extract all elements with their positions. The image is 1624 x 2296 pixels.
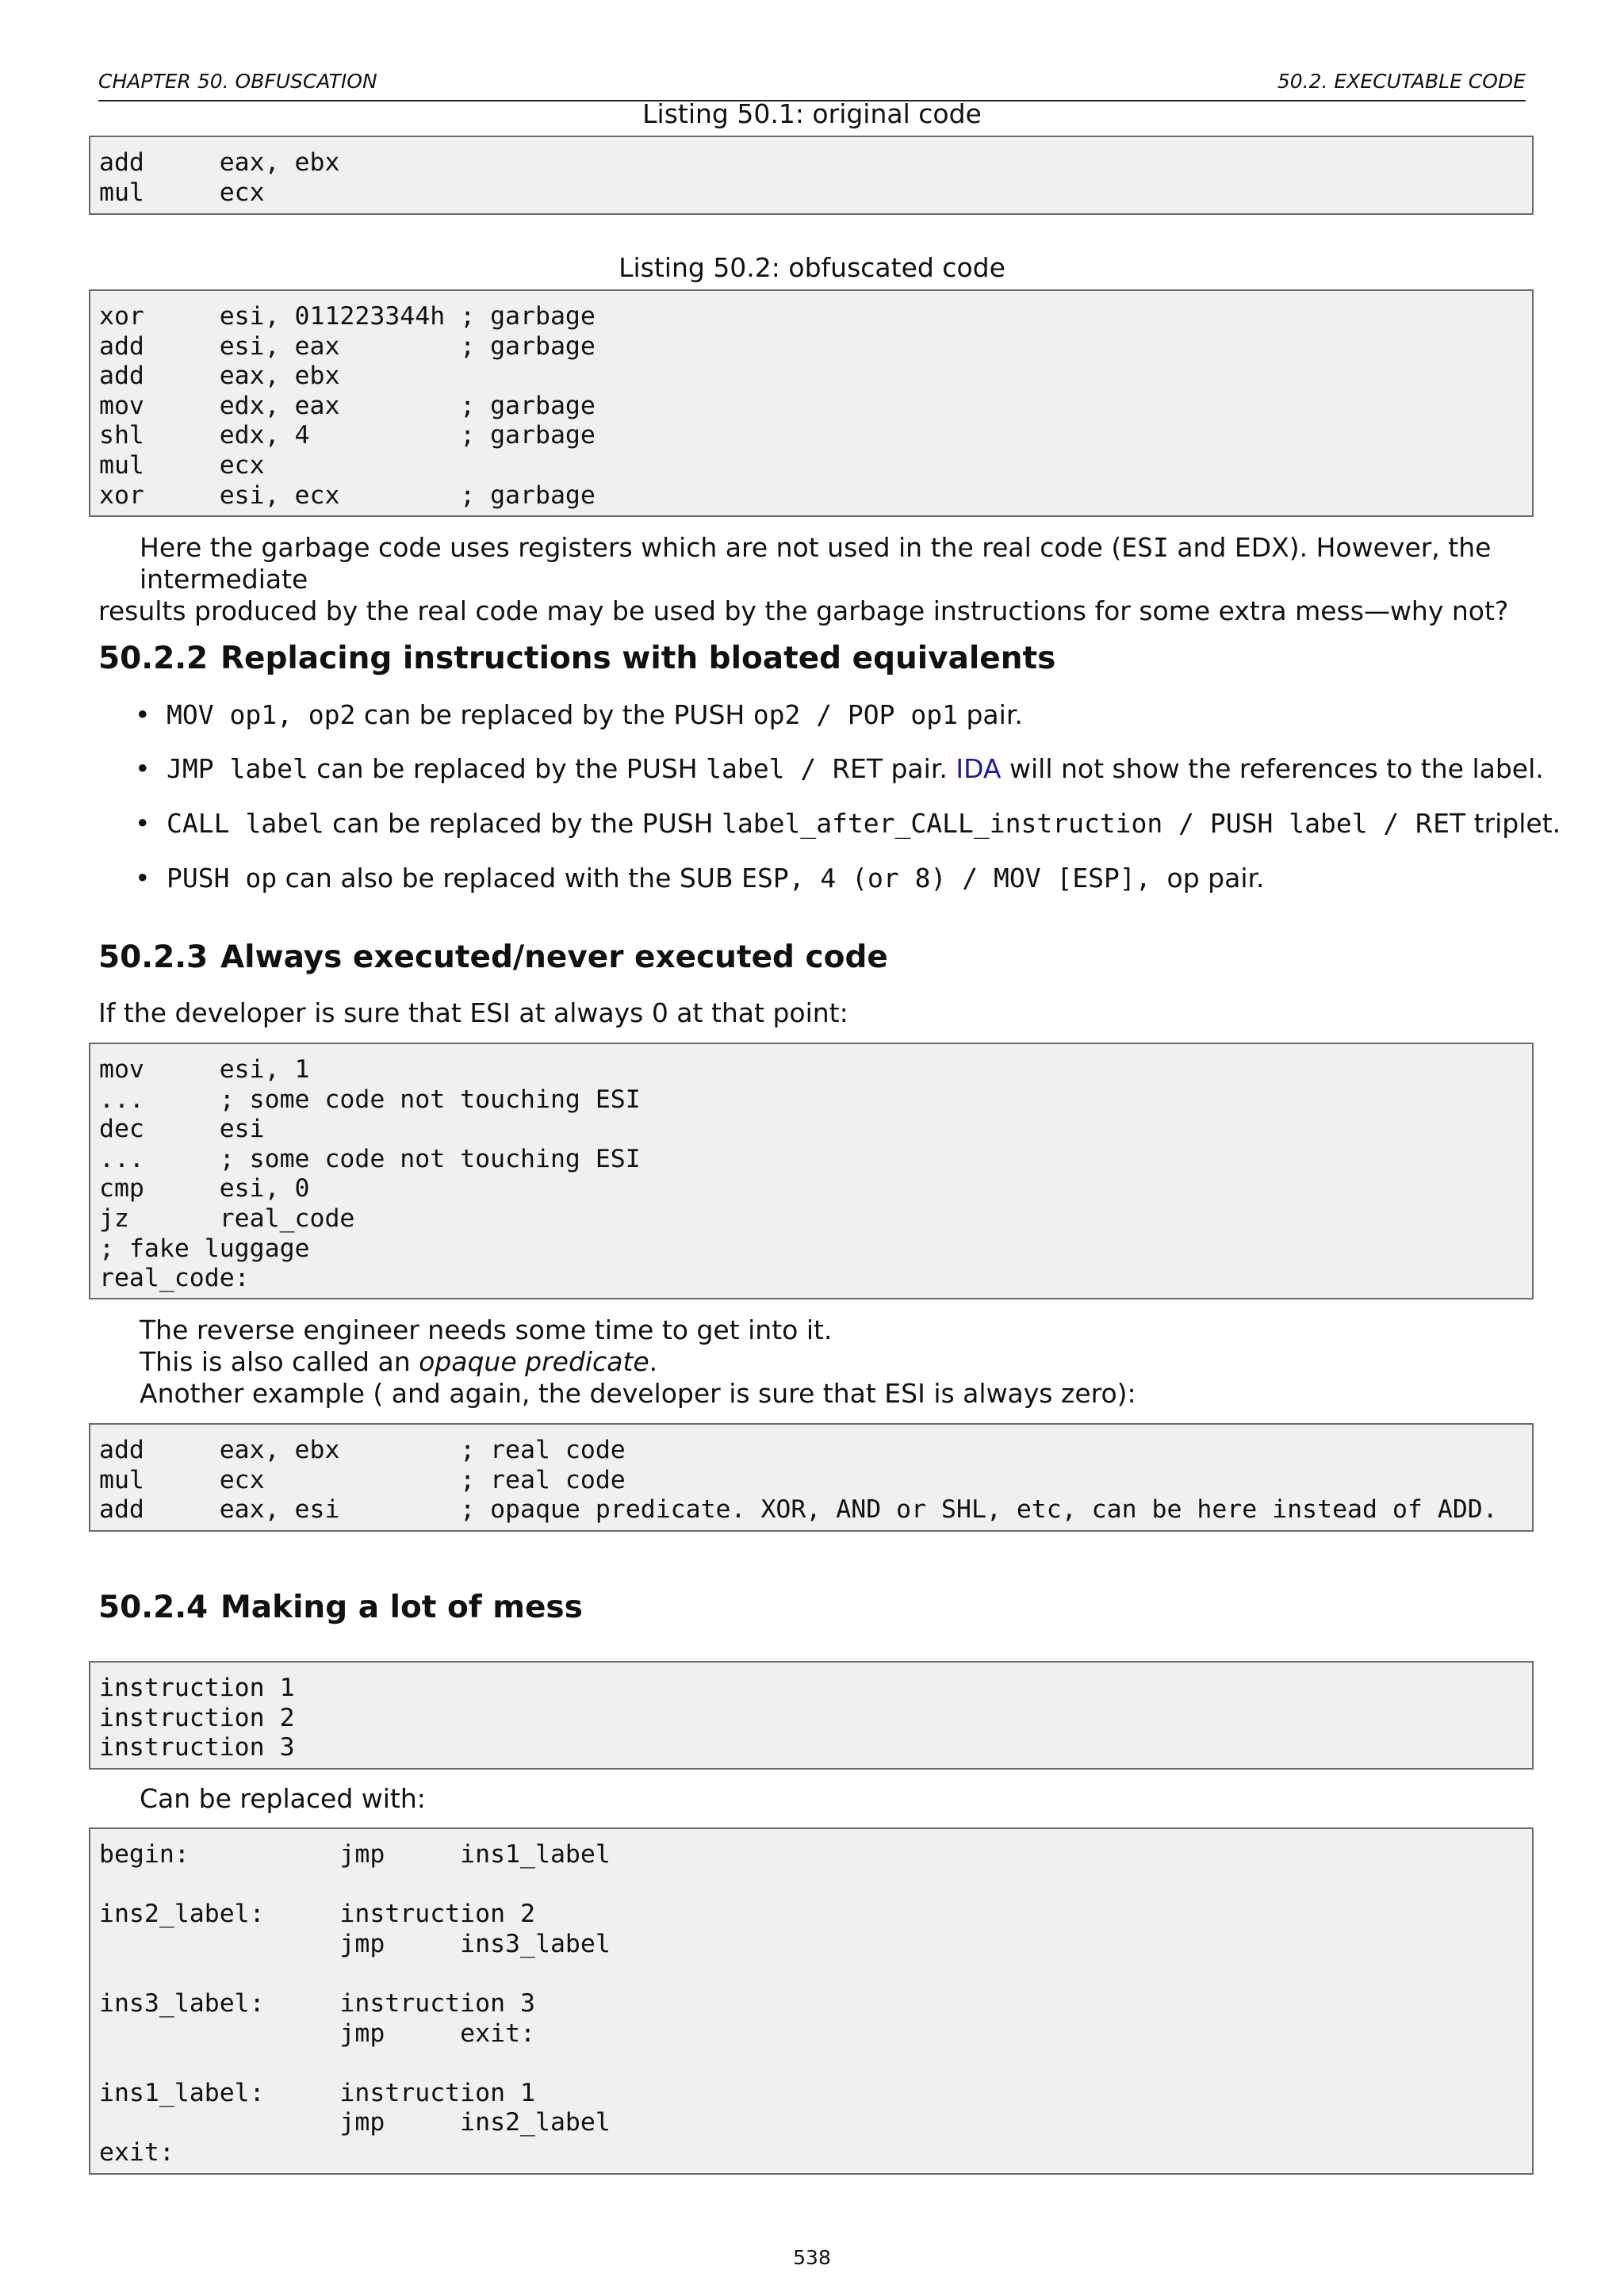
code-line: add esi, eax ; garbage [99, 331, 596, 361]
code-line: instruction 2 [99, 1703, 295, 1732]
body-paragraph: Can be replaced with: [140, 1783, 426, 1814]
code-line [99, 1959, 1532, 1989]
code-listing [89, 136, 1534, 215]
section-heading-title: Making a lot of mess [220, 1590, 583, 1625]
list-item-text: JMP label can be replaced by the PUSH label / RET pair. IDA will not show the references to the label. [167, 753, 1544, 784]
code-line: ins1_label: instruction 1 [99, 2078, 535, 2107]
code-line [99, 2049, 1532, 2079]
bullet-icon: • [135, 863, 151, 894]
section-title: 50.2. EXECUTABLE CODE [1277, 70, 1526, 93]
code-line: mov esi, 1 [99, 1055, 310, 1084]
list-item-text: MOV op1, op2 can be replaced by the PUSH op2 / POP op1 pair. [167, 699, 1023, 730]
code-line: mul ecx [99, 450, 265, 480]
page-number: 538 [793, 2246, 831, 2269]
bullet-icon: • [135, 699, 151, 730]
text-run: This is also called an [140, 1346, 419, 1377]
code-line: jmp exit: [99, 2019, 535, 2048]
list-item-text: CALL label can be replaced by the PUSH label_after_CALL_instruction / PUSH label / RET triplet. [167, 808, 1561, 839]
code-line: instruction 1 [99, 1674, 295, 1702]
emphasis: opaque predicate [419, 1346, 649, 1377]
paragraph-line [140, 1346, 1526, 1378]
code-line: jmp ins2_label [99, 2108, 611, 2137]
paragraph-line: results produced by the real code may be used by the garbage instructions for some extra mess—why not? [98, 595, 1509, 626]
section-number: 50.2.4 [98, 1590, 209, 1625]
code-line: xor esi, ecx ; garbage [99, 480, 596, 510]
code-listing [89, 1827, 1534, 2175]
text-run: Here the garbage code uses registers which are not used in the real code ( [140, 532, 1122, 563]
code-line: add eax, ebx [99, 362, 340, 391]
code-line: dec esi [99, 1115, 265, 1144]
text-run: ESI [1121, 532, 1169, 563]
text-run: and EDX). However, the intermediate [140, 532, 1492, 595]
section-number: 50.2.3 [98, 939, 209, 975]
code-line: ... ; some code not touching ESI [99, 1144, 641, 1173]
body-paragraph [98, 1314, 1526, 1410]
text-run: . [649, 1346, 658, 1377]
section-heading [98, 939, 888, 975]
code-line: add eax, ebx [99, 148, 340, 177]
bullet-icon: • [135, 753, 151, 784]
code-line: jmp ins3_label [99, 1929, 611, 1958]
code-line [99, 1870, 1532, 1900]
section-heading-title: Always executed/never executed code [220, 939, 888, 975]
chapter-title: CHAPTER 50. OBFUSCATION [98, 70, 377, 93]
code-line: exit: [99, 2137, 174, 2167]
code-line: xor esi, 011223344h ; garbage [99, 302, 596, 331]
body-paragraph [98, 532, 1526, 627]
code-line: ... ; some code not touching ESI [99, 1085, 641, 1114]
body-paragraph: If the developer is sure that ESI at always 0 at that point: [98, 997, 848, 1028]
code-line: instruction 3 [99, 1733, 295, 1762]
code-line: jz real_code [99, 1203, 355, 1233]
code-listing [89, 1661, 1534, 1770]
code-line: ; fake luggage [99, 1234, 310, 1263]
ida-link[interactable]: IDA [956, 753, 1002, 784]
code-listing [89, 1043, 1534, 1299]
code-line: ins3_label: instruction 3 [99, 1988, 535, 2018]
paragraph-line: The reverse engineer needs some time to get into it. [140, 1314, 833, 1345]
section-heading [98, 641, 1055, 676]
running-header [98, 70, 1526, 101]
section-heading [98, 1590, 583, 1625]
section-number: 50.2.2 [98, 641, 209, 676]
section-heading-title: Replacing instructions with bloated equivalents [220, 641, 1056, 676]
code-line: begin: jmp ins1_label [99, 1840, 611, 1869]
code-line: mul ecx [99, 178, 265, 207]
paragraph-line: Another example ( and again, the developer is sure that ESI is always zero): [140, 1378, 1136, 1409]
list-item-text: PUSH op can also be replaced with the SUB ESP, 4 (or 8) / MOV [ESP], op pair. [167, 863, 1265, 894]
paragraph-line [98, 532, 1526, 595]
listing-caption: Listing 50.2: obfuscated code [619, 252, 1005, 283]
code-listing [89, 289, 1534, 517]
code-line: ins2_label: instruction 2 [99, 1900, 535, 1929]
code-line: add eax, esi ; opaque predicate. XOR, AND or SHL, etc, can be here instead of ADD. [99, 1495, 1498, 1525]
code-line: mov edx, eax ; garbage [99, 391, 596, 420]
code-line: real_code: [99, 1264, 250, 1293]
code-line: shl edx, 4 ; garbage [99, 421, 596, 450]
bullet-icon: • [135, 808, 151, 839]
code-line: mul ecx ; real code [99, 1465, 626, 1494]
listing-caption: Listing 50.1: original code [642, 98, 982, 129]
code-listing [89, 1423, 1534, 1532]
code-line: add eax, ebx ; real code [99, 1436, 626, 1464]
code-line: cmp esi, 0 [99, 1174, 310, 1203]
